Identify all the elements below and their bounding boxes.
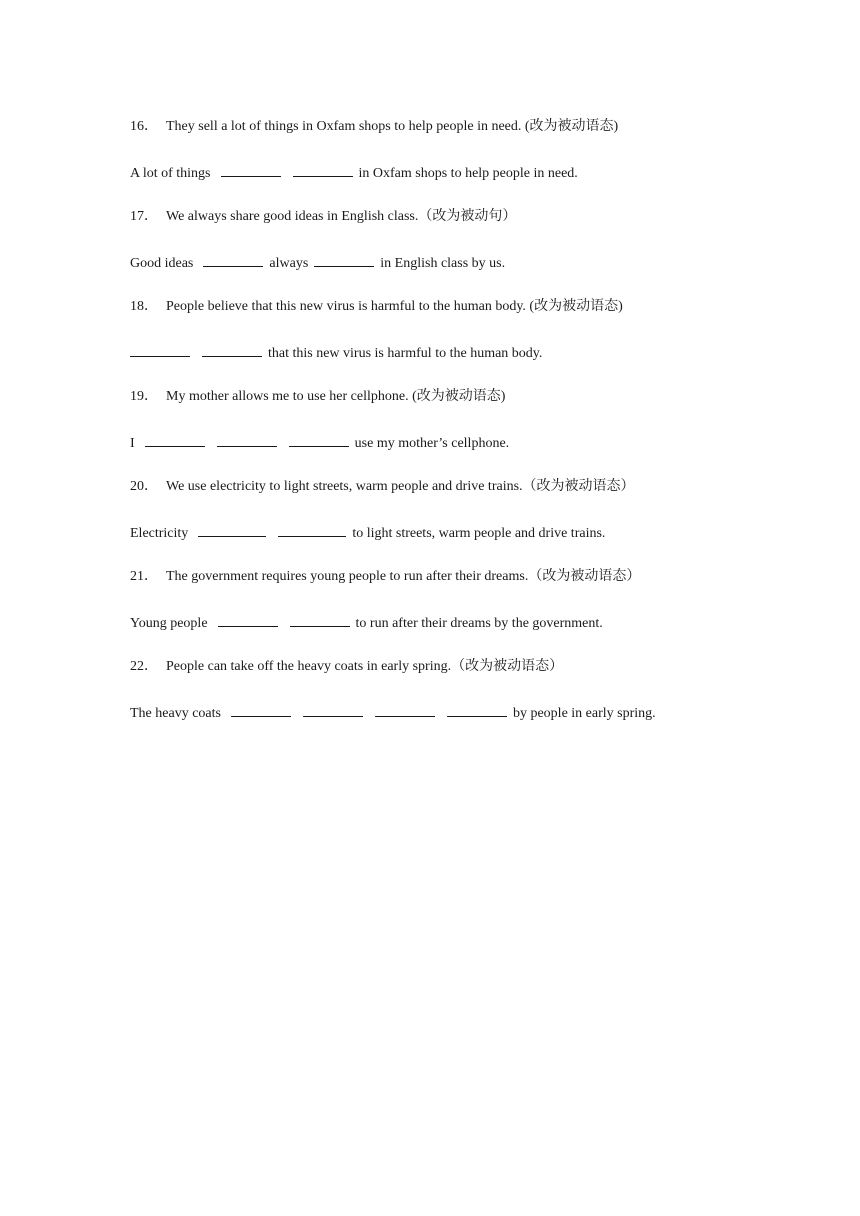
question-text: The government requires young people to run after their dreams.（改为被动语态）	[166, 569, 641, 584]
answer-blank[interactable]	[198, 522, 266, 537]
question-22-prompt	[130, 657, 750, 702]
question-17-answer	[130, 252, 750, 297]
answer-blank[interactable]	[203, 252, 263, 267]
exercise-list	[130, 117, 750, 747]
question-20-prompt	[130, 477, 750, 522]
question-text: They sell a lot of things in Oxfam shops to help people in need. (改为被动语态)	[166, 119, 619, 134]
question-18-prompt	[130, 297, 750, 342]
answer-text: in Oxfam shops to help people in need.	[358, 166, 578, 181]
question-19-answer	[130, 432, 750, 477]
answer-text: use my mother’s cellphone.	[354, 436, 510, 451]
answer-text: by people in early spring.	[512, 706, 656, 721]
question-16-answer	[130, 162, 750, 207]
question-number: 19．	[130, 389, 158, 404]
answer-blank[interactable]	[447, 702, 507, 717]
answer-text: to run after their dreams by the government.	[355, 616, 603, 631]
answer-blank[interactable]	[231, 702, 291, 717]
question-number: 17．	[130, 209, 158, 224]
question-17-prompt	[130, 207, 750, 252]
question-number: 20．	[130, 479, 158, 494]
answer-blank[interactable]	[293, 162, 353, 177]
answer-blank[interactable]	[290, 612, 350, 627]
question-19-prompt	[130, 387, 750, 432]
answer-text: in English class by us.	[380, 256, 506, 271]
question-number: 16．	[130, 119, 158, 134]
answer-blank[interactable]	[278, 522, 346, 537]
question-text: We use electricity to light streets, warm people and drive trains.（改为被动语态）	[166, 479, 635, 494]
answer-blank[interactable]	[314, 252, 374, 267]
question-number: 22．	[130, 659, 158, 674]
question-21-answer	[130, 612, 750, 657]
answer-blank[interactable]	[303, 702, 363, 717]
question-text: My mother allows me to use her cellphone. (改为被动语态)	[166, 389, 506, 404]
answer-blank[interactable]	[130, 342, 190, 357]
answer-blank[interactable]	[217, 432, 277, 447]
question-text: People believe that this new virus is harmful to the human body. (改为被动语态)	[166, 299, 623, 314]
answer-text: Good ideas	[130, 256, 194, 271]
question-text: We always share good ideas in English class.（改为被动句）	[166, 209, 517, 224]
answer-text: Young people	[130, 616, 208, 631]
question-16-prompt	[130, 117, 750, 162]
answer-text: A lot of things	[130, 166, 211, 181]
answer-blank[interactable]	[289, 432, 349, 447]
answer-text: Electricity	[130, 526, 189, 541]
answer-text: The heavy coats	[130, 706, 221, 721]
answer-blank[interactable]	[221, 162, 281, 177]
question-number: 21．	[130, 569, 158, 584]
question-text: People can take off the heavy coats in early spring.（改为被动语态）	[166, 659, 564, 674]
answer-text: always	[269, 256, 309, 271]
answer-blank[interactable]	[202, 342, 262, 357]
question-21-prompt	[130, 567, 750, 612]
answer-blank[interactable]	[218, 612, 278, 627]
answer-text: I	[130, 436, 135, 451]
answer-blank[interactable]	[145, 432, 205, 447]
answer-blank[interactable]	[375, 702, 435, 717]
answer-text: that this new virus is harmful to the human body.	[268, 346, 543, 361]
question-20-answer	[130, 522, 750, 567]
question-22-answer	[130, 702, 750, 747]
answer-text: to light streets, warm people and drive trains.	[352, 526, 606, 541]
question-number: 18．	[130, 299, 158, 314]
question-18-answer	[130, 342, 750, 387]
